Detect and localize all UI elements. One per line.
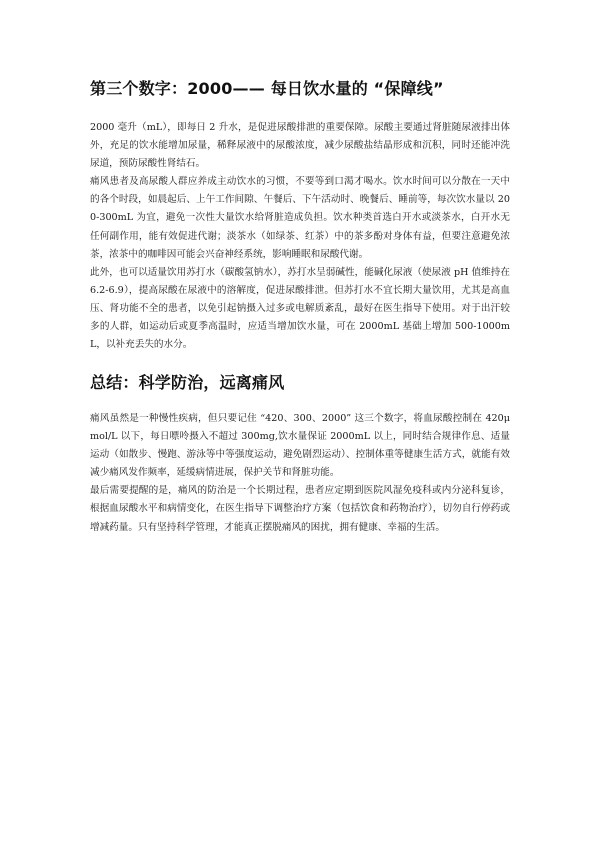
section-body-daily-water	[90, 119, 510, 354]
section-heading-summary: 总结：科学防治，远离痛风	[90, 373, 285, 392]
paragraph-drinking-habits: 痛风患者及高尿酸人群应养成主动饮水的习惯，不要等到口渴才喝水。饮水时间可以分散在一天中的各个时段，如晨起后、上午工作间隙、午餐后、下午活动时、晚餐后、睡前等，每次饮水量以 200-300mL 为宜，避免一次性大量饮水给肾脏造成负担。饮水种类首选白开水或淡茶水，白开水无任何副作用，能有效促进代谢；淡茶水（如绿茶、红茶）中的茶多酚对身体有益，但要注意避免浓茶，浓茶中的咖啡因可能会兴奋神经系统，影响睡眠和尿酸代谢。	[90, 176, 510, 260]
section-heading-daily-water: 第三个数字：2000—— 每日饮水量的 “保障线”	[90, 79, 444, 98]
section-body-summary	[90, 410, 510, 537]
paragraph-summary-numbers: 痛风虽然是一种慢性疾病，但只要记住 “420、300、2000” 这三个数字，将血尿酸控制在 420μmol/L 以下，每日嘌呤摄入不超过 300mg,饮水量保证 2000mL 以上，同时结合规律作息、适量运动（如散步、慢跑、游泳等中等强度运动，避免剧烈运动）、控制体重等健康生活方式，就能有效减少痛风发作频率，延缓病情进展，保护关节和肾脏功能。	[90, 413, 510, 479]
paragraph-soda-water: 此外，也可以适量饮用苏打水（碳酸氢钠水），苏打水呈弱碱性，能碱化尿液（使尿液 pH 值维持在 6.2-6.9），提高尿酸在尿液中的溶解度，促进尿酸排泄。但苏打水不宜长期大量饮用，尤其是高血压、肾功能不全的患者，以免引起钠摄入过多或电解质紊乱，最好在医生指导下使用。对于出汗较多的人群，如运动后或夏季高温时，应适当增加饮水量，可在 2000mL 基础上增加 500-1000mL，以补充丢失的水分。	[90, 266, 510, 351]
paragraph-water-importance: 2000 毫升（mL），即每日 2 升水，是促进尿酸排泄的重要保障。尿酸主要通过肾脏随尿液排出体外，充足的饮水能增加尿量，稀释尿液中的尿酸浓度，减少尿酸盐结晶形成和沉积，同时还能冲洗尿道，预防尿酸性肾结石。	[90, 122, 510, 170]
paragraph-final-reminder: 最后需要提醒的是，痛风的防治是一个长期过程，患者应定期到医院风湿免疫科或内分泌科复诊，根据血尿酸水平和病情变化，在医生指导下调整治疗方案（包括饮食和药物治疗），切勿自行停药或增减药量。只有坚持科学管理，才能真正摆脱痛风的困扰，拥有健康、幸福的生活。	[90, 485, 510, 533]
